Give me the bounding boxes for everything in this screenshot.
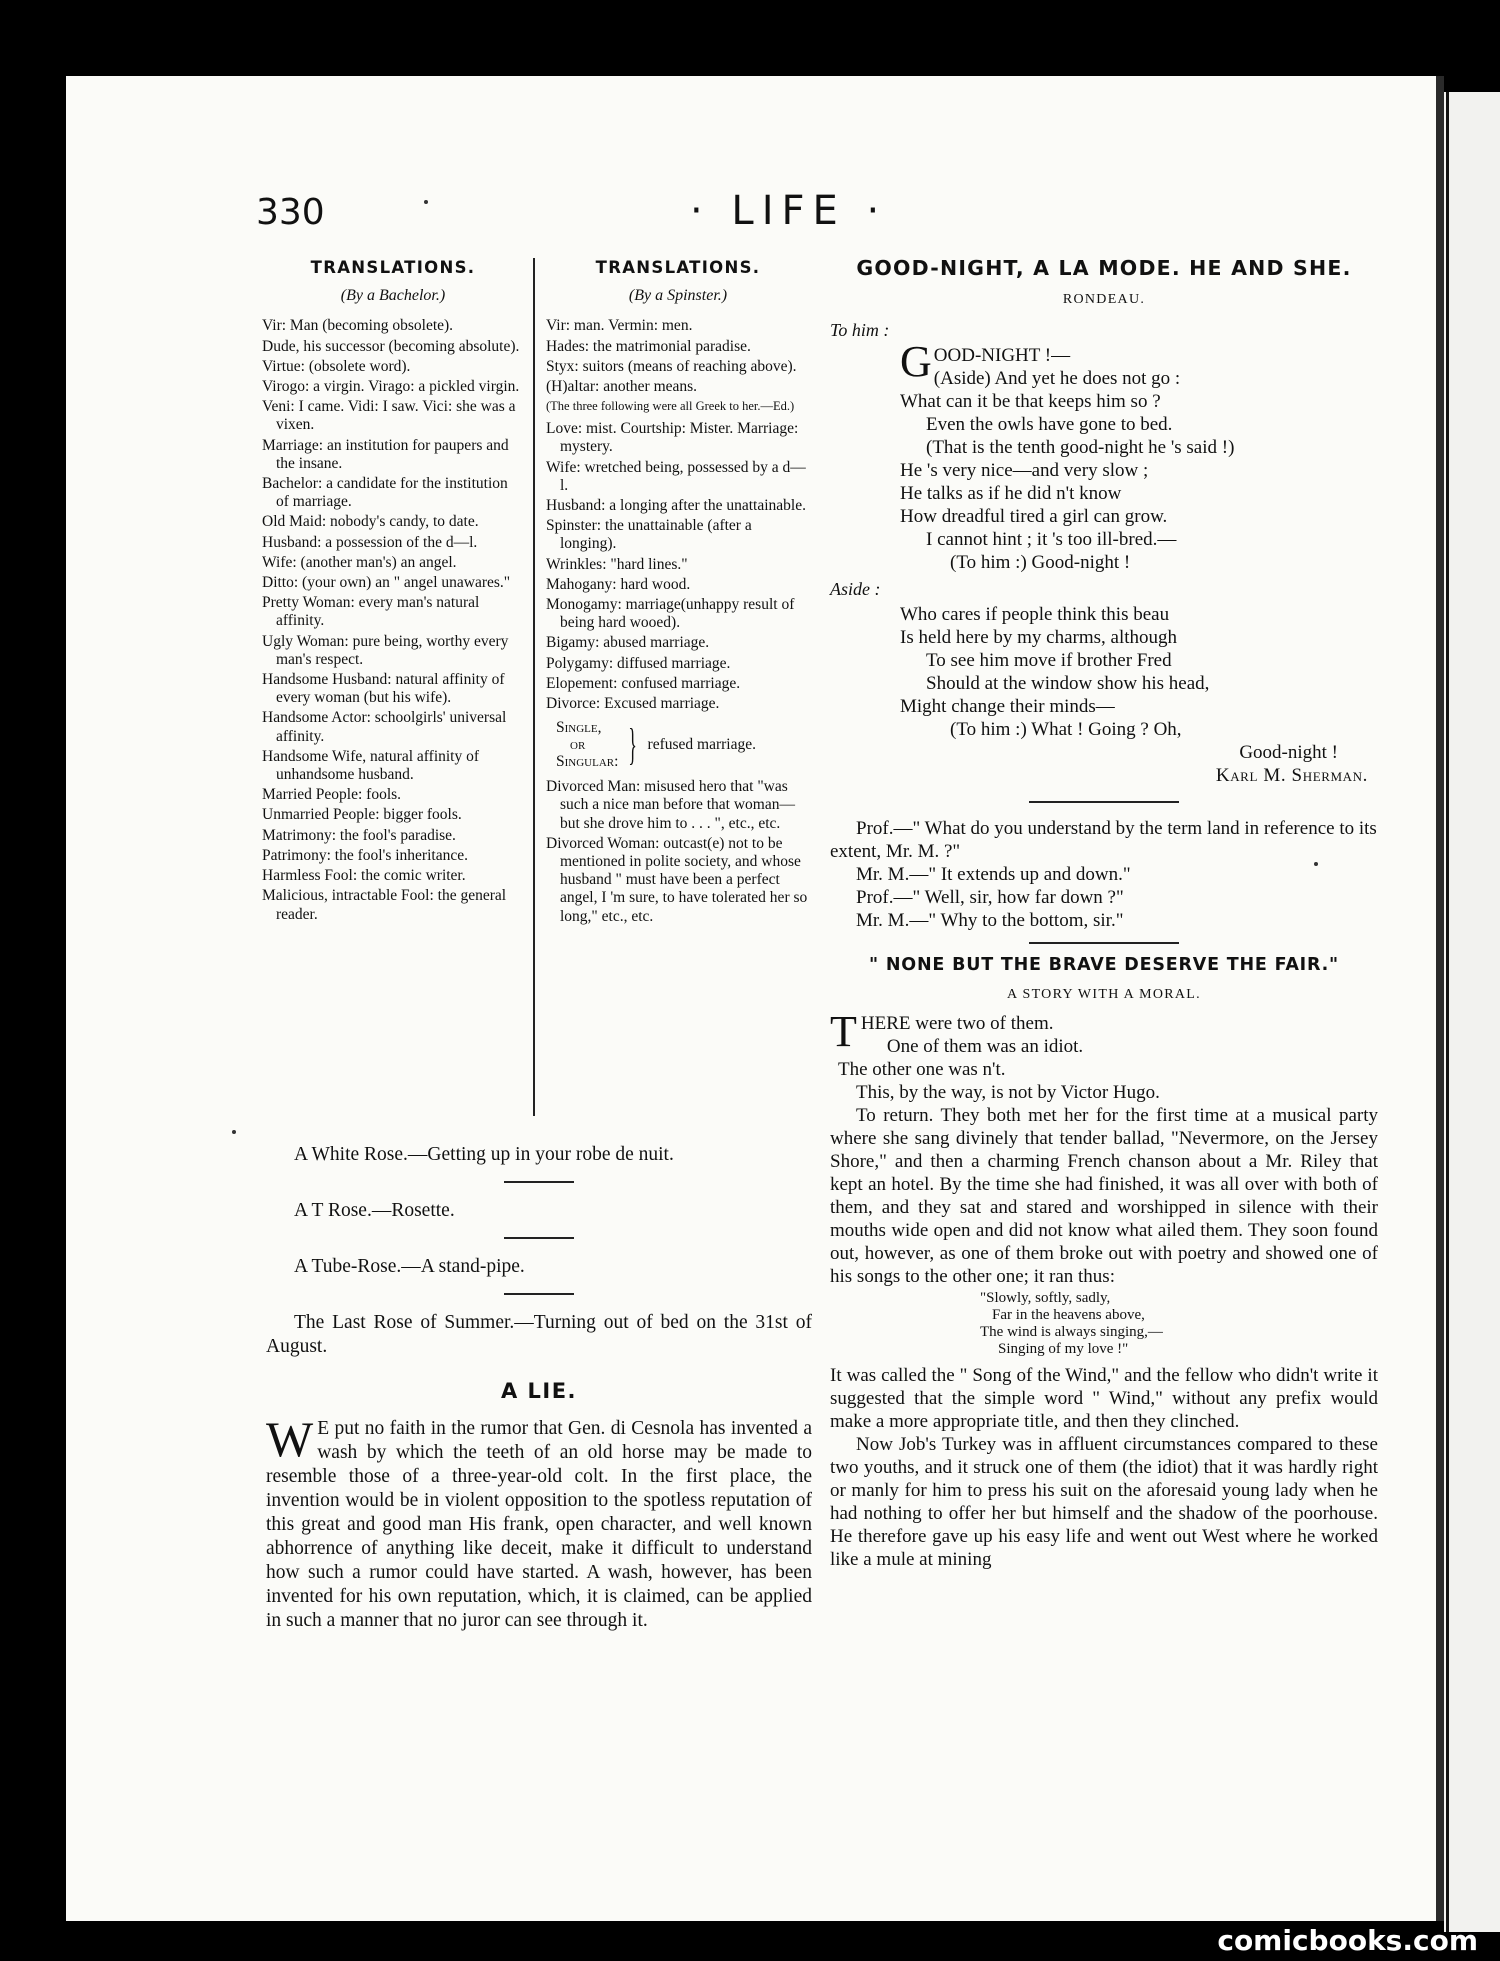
watermark: comicbooks.com [1217,1924,1478,1957]
spinster-entries-a [546,317,810,396]
stage-direction: To him : [830,320,890,340]
bachelor-entry: Vir: Man (becoming obsolete). [262,317,454,335]
verse-line: He talks as if he did n't know [900,483,1122,504]
editor-note: (The three following were all Greek to her.—Ed.) [546,399,795,414]
bachelor-entry: Wife: (another man's) an angel. [262,553,457,571]
story-paragraph: This, by the way, is not by Victor Hugo. [856,1082,1160,1103]
verse-line: (To him :) What ! Going ? Oh, [950,719,1182,740]
bachelor-entry: Handsome Wife, natural affinity of unhandsome husband. [262,747,480,784]
story-paragraph: One of them was an idiot. [886,1036,1084,1057]
verse-line: To see him move if brother Fred [926,650,1172,671]
bracket-right: refused marriage. [647,735,756,753]
bachelor-entry: Old Maid: nobody's candy, to date. [262,513,479,531]
drop-cap: T [830,1007,857,1056]
stage-direction: Aside : [830,579,881,599]
story-paragraph: The other one was n't. [838,1059,1006,1080]
spinster-entry: (H)altar: another means. [546,378,698,396]
spinster-entry: Wife: wretched being, possessed by a d—l. [546,458,806,494]
spinster-entry: Divorced Woman: outcast(e) not to be mentioned in polite society, and whose husband " must have been a perfect angel, I 'm sure, to have tolerated her so long," etc., etc. [546,834,808,925]
spinster-entry: Divorced Man: misused hero that "was such a nice man before that woman—but she drove him to . . . ", etc., etc. [546,778,795,832]
bracket-left-line: Single, [556,719,602,737]
brace-symbol: } [628,719,638,769]
masthead-title: · LIFE · [690,188,888,234]
single-singular-entry [556,719,810,770]
story-paragraph: It was called the " Song of the Wind," and the fellow who didn't write it suggested that the simple word " Wind," without any prefix would make a more appropriate title, and then they clinched. [830,1365,1378,1432]
bachelor-entry: Bachelor: a candidate for the institution of marriage. [262,475,508,511]
bachelor-entry: Handsome Actor: schoolgirls' universal affinity. [262,709,507,745]
spinster-entry: Hades: the matrimonial paradise. [546,337,751,355]
verse-line: OOD-NIGHT !— [933,345,1071,366]
verse-line: Who cares if people think this beau [900,604,1170,625]
rondeau-stanza-2 [900,603,1378,764]
lie-article [266,1411,812,1633]
drop-cap: W [266,1411,314,1467]
next-page-border [1446,92,1449,1932]
bachelor-entry: Married People: fools. [262,786,402,804]
bachelor-entry: Matrimony: the fool's paradise. [262,826,456,844]
bachelor-entry: Harmless Fool: the comic writer. [262,867,466,885]
spinster-entry: Monogamy: marriage(unhappy result of being hard wooed). [546,596,795,632]
rose-item: A Tube-Rose.—A stand-pipe. [294,1256,525,1277]
poem-line: The wind is always singing,— [980,1324,1163,1340]
verse-line: (Aside) And yet he does not go : [933,368,1181,389]
section-rule [1029,942,1179,944]
section-rule [1029,801,1179,803]
dialogue-line: Mr. M.—" It extends up and down." [856,864,1131,885]
dialogue-line: Prof.—" Well, sir, how far down ?" [856,887,1124,908]
spinster-entry: Divorce: Excused marriage. [546,695,720,713]
bachelor-entry: Marriage: an institution for paupers and the insane. [262,436,509,472]
speck [1314,862,1318,866]
rose-item: A T Rose.—Rosette. [294,1200,455,1221]
spinster-entry: Bigamy: abused marriage. [546,634,710,652]
prof-dialogue [830,817,1378,932]
story-line: HERE were two of them. [860,1013,1054,1034]
spinster-title: TRANSLATIONS. [595,258,761,277]
bracket-left [556,719,618,770]
lie-title: A LIE. [500,1379,578,1403]
bachelor-subtitle: (By a Bachelor.) [340,287,446,305]
author-signature: Karl M. Sherman. [1215,765,1368,786]
verse-line: Should at the window show his head, [926,673,1210,694]
verse-line: He 's very nice—and very slow ; [900,460,1149,481]
bachelor-entry: Unmarried People: bigger fools. [262,806,462,824]
bachelor-entry: Pretty Woman: every man's natural affinity. [262,594,480,630]
poem-line: "Slowly, softly, sadly, [980,1290,1111,1306]
bachelor-entry: Patrimony: the fool's inheritance. [262,846,468,864]
spinster-entry: Wrinkles: "hard lines." [546,555,688,573]
bracket-left-line: Singular: [556,753,619,771]
bracket-left-line: or [570,736,586,754]
short-rule [504,1181,574,1183]
spinster-entry: Vir: man. Vermin: men. [546,317,693,335]
drop-cap: G [900,337,932,386]
verse-line: Even the owls have gone to bed. [926,414,1173,435]
spinster-entry: Styx: suitors (means of reaching above). [546,357,797,375]
bachelor-entry: Dude, his successor (becoming absolute). [262,337,520,355]
spinster-entry: Spinster: the unattainable (after a longing). [546,517,752,553]
verse-line: I cannot hint ; it 's too ill-bred.— [926,529,1177,550]
goodnight-title: GOOD-NIGHT, A LA MODE. HE AND SHE. [856,256,1352,280]
rose-item: The Last Rose of Summer.—Turning out of bed on the 31st of August. [266,1312,812,1357]
verse-line: Is held here by my charms, although [900,627,1178,648]
bachelor-entry: Veni: I came. Vidi: I saw. Vici: she was a vixen. [262,398,516,434]
spinster-entry: Elopement: confused marriage. [546,674,741,692]
bachelor-entry: Malicious, intractable Fool: the general reader. [262,887,507,923]
short-rule [504,1237,574,1239]
spinster-entries-c [546,778,810,926]
speck [424,200,428,204]
verse-line: Might change their minds— [900,696,1115,717]
verse-line: (To him :) Good-night ! [950,552,1131,573]
brave-subtitle: A STORY WITH A MORAL. [1007,987,1201,1002]
story-paragraph: To return. They both met her for the first time at a musical party where she sang divinely that tender ballad, "Nevermore, on the Jersey Shore," and then a charming French chanson about a Mr. Riley that kept an hotel. By the time she had finished, it was all over with both of them, and they sat and stared and worshipped in silence with their mouths wide open and did not know what ailed them. They soon found out, however, as one of them broke out with poetry and showed one of his songs to the other one; it ran thus: [830,1105,1378,1287]
spinster-entry: Love: mist. Courtship: Mister. Marriage: mystery. [546,420,799,456]
bottom-left-section [266,1143,812,1633]
bachelor-entries [262,317,524,923]
spinster-entry: Polygamy: diffused marriage. [546,654,731,672]
verse-line: (That is the tenth good-night he 's said !) [926,437,1235,458]
bachelor-entry: Ugly Woman: pure being, worthy every man's respect. [262,632,509,668]
bachelor-entry: Virtue: (obsolete word). [262,357,411,375]
bachelor-entry: Virogo: a virgin. Virago: a pickled virgin. [262,378,520,396]
right-column [830,255,1378,1571]
poem-line: Singing of my love !" [998,1341,1129,1357]
rondeau-stanza-1 [900,337,1378,574]
story-paragraph: Now Job's Turkey was in affluent circumstances compared to these two youths, and it struck one of them (the idiot) that it was hardly right or manly for him to press his suit on the aforesaid young lady when he had nothing to offer her but himself and the shadow of the poorhouse. He therefore gave up his easy life and went out West where he worked like a mule at mining [830,1434,1378,1570]
verse-line: What can it be that keeps him so ? [900,391,1161,412]
brave-story [830,1007,1378,1571]
translations-bachelor-column [262,255,524,926]
bachelor-entry: Handsome Husband: natural affinity of every woman (but his wife). [262,671,505,707]
bachelor-entry: Ditto: (your own) an " angel unawares." [262,574,511,592]
dialogue-line: Prof.—" What do you understand by the term land in reference to its extent, Mr. M. ?" [830,818,1377,862]
embedded-poem [980,1290,1378,1358]
verse-line: Good-night ! [1239,742,1338,763]
lie-text: E put no faith in the rumor that Gen. di Cesnola has invented a wash by which the teeth of an old horse may be made to resemble those of a three-year-old colt. In the first place, the invention would be in violent opposition to the spotless reputation of this great and good man His frank, open character, and well known abhorrence of anything like deceit, make it difficult to understand how such a rumor could have started. A wash, however, has been invented for his own reputation, which, it is claimed, can be applied in such a manner that no juror can see through it. [266,1418,812,1631]
rose-item: A White Rose.—Getting up in your robe de nuit. [294,1144,674,1165]
spinster-entry: Husband: a longing after the unattainable. [546,497,806,515]
poem-line: Far in the heavens above, [992,1307,1145,1323]
spinster-entry: Mahogany: hard wood. [546,575,691,593]
dialogue-line: Mr. M.—" Why to the bottom, sir." [856,910,1124,931]
speck [232,1130,236,1134]
goodnight-subtitle: RONDEAU. [1062,292,1146,307]
page-spine [1436,76,1444,1921]
short-rule [504,1293,574,1295]
spinster-entries-b [546,420,810,713]
column-divider [533,258,535,1116]
next-page-edge [1444,92,1500,1932]
translations-spinster-column [546,255,810,928]
bachelor-entry: Husband: a possession of the d—l. [262,533,478,551]
spinster-subtitle: (By a Spinster.) [628,287,728,305]
verse-line: How dreadful tired a girl can grow. [900,506,1168,527]
brave-title: " NONE BUT THE BRAVE DESERVE THE FAIR." [869,955,1339,975]
page-number: 330 [256,192,325,233]
bachelor-title: TRANSLATIONS. [310,258,476,277]
